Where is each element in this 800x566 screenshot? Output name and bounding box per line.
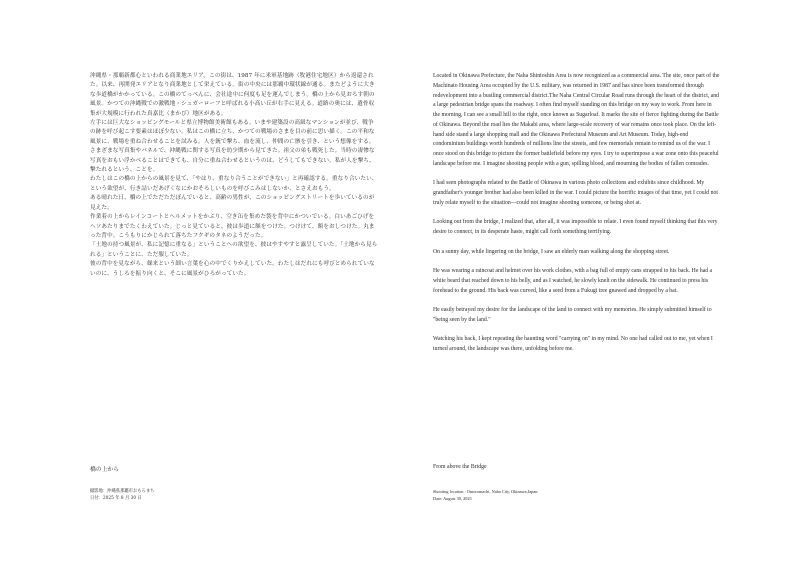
english-paragraph: Watching his back, I kept repeating the haunting word "carrying on" in my mind. No one had called out to me, yet when I turned around, the landscape was there, unfolding before me. (433, 336, 713, 352)
japanese-paragraph: わたしはこの橋の上からの風景を見て、「やはり、重なり合うことができない」と再確認する。重なり合いたい、という欲望が、行き詰いだあげくなにかおそろしいものを呼びこみはしないか、とさえおもう。 (90, 176, 378, 192)
english-paragraph: I had seen photographs related to the Battle of Okinawa in various photo collections and exhibits since childhood. My grandfather's younger brother had also been killed in the war. I could picture the horrific images of that time, yet I could not truly relate myself to the situation—could not imagine shooting someone, or being shot at. (433, 180, 718, 206)
english-location: Shooting location : Omoromachi, Naha City, Okinawa,Japan. (433, 489, 539, 494)
japanese-date: 日付：2025 年 8 月 30 日 (90, 496, 142, 502)
japanese-paragraph: 沖縄県・那覇新都心といわれる商業地エリア。この街は、1987 年に米軍基地跡（牧港住宅地区）から返還された。以来、再開発エリアとなり商業地として栄えている。街の中央には那覇中環状線が通る。またどように大きな歩道橋がかかっている。この橋のてっぺんに、会社途中に何度も足を運んでしまう。橋の上から見おろす朝の風景。かつての沖縄戦での激戦地・シュガーローフと呼ばれる小高い丘が右手に見える。道路の奥には、遺骨収集が大規模に行われた真嘉比（まかび）地区がある。 (90, 73, 375, 117)
english-caption (433, 488, 538, 503)
japanese-paragraph: 彼の背中を見ながら、繰来という細い言葉を心の中でくりかえしていた。わたしはだれにも呼びとめられていないのに、うしろを振り向くと、そこに風景がひろがっていた。 (90, 261, 375, 277)
japanese-location: 撮影地：沖縄県那覇市おもろまち (90, 489, 155, 494)
japanese-paragraph: さまざまな写真集やパネルで、沖縄戦に関する写真を幼少期から見てきた。祖父の弟も戦死した。当時の凄惨な写真をおもい浮かべることはできても、自分に重ね合わせるというのは、どうしてもできない。私が人を撃ち、撃たれるという、ことを。 (90, 148, 375, 174)
japanese-caption (90, 488, 154, 503)
japanese-text-column (90, 72, 378, 279)
english-date: Date: August 30, 2025 (433, 496, 472, 502)
japanese-title: 橋の上から (90, 467, 119, 473)
japanese-paragraph: 作業着の上からレインコートとヘルメットをかぶり、空き缶を集めた袋を背中にかついでいる。白いあごひげをヘソあたりまでたくわえていた。じっと見ていると、彼は歩道に額をつけた。つけけて、額をおしつけた。丸まった背中。こうもりにかじられて落ちたフクギのタネのようだった。 (90, 214, 375, 239)
english-text-column (433, 72, 720, 365)
english-paragraph: On a sunny day, while lingering on the bridge, I saw an elderly man walking along the shopping street. (433, 248, 670, 255)
english-paragraph: He easily betrayed my desire for the landscape of the land to connect with my memories. He simply submitted himself to "being seen by the land." (433, 307, 712, 323)
japanese-paragraph: ある晴れた日、橋の上でただただぼんでいると、高齢の男性が、このショッピングストリートを歩いているのが見えた。 (90, 195, 375, 211)
english-paragraph: Looking out from the bridge, I realized that, after all, it was impossible to relate. I even found myself thinking that this very desire to connect, in its desperate haste, might call forth something terrifying. (433, 219, 718, 235)
english-paragraph: Located in Okinawa Prefecture, the Naha Shintoshin Area is now recognized as a commercial area. The site, once part of the Machinato Housing Area occupied by the U.S. military, was returned in 1987 and has since been transformed through redevelopment into a bustling commercial district.The Naha Central Circular Road runs through the heart of the district, and a large pedestrian bridge spans the roadway. I often find myself standing on this bridge on my way to work. From here in the morning, I can see a small hill to the right, once known as Sugarloaf. It marks the site of fierce fighting during the Battle of Okinawa. Beyond the road lies the Makabi area, where large-scale recovery of war remains once took place. On the left-hand side stand a large shopping mall and the Okinawa Prefectural Museum and Art Museum. Today, high-end condominium buildings worth hundreds of millions line the streets, and few memorials remain to remind us of the war. I once stood on this bridge to picture the former battlefield before my eyes. I try to superimpose a war zone onto this peaceful landscape before me. I imagine shooting people with a gun, spilling blood, and mourning the bodies of fallen comrades. (433, 73, 720, 167)
japanese-paragraph: 「土地の持つ風景が、私に記憶に重なる」ということへの欲望を、彼はやすやすと露呈していた。「土地から見られる」ということに、ただ服していた。 (90, 242, 378, 258)
japanese-paragraph: 左手には巨大なショッピングモールと県立博物館美術館もある。いまや建築設の高級なマンションが並び、戦争の跡を呼び起こす要素はほぼ少ない。私はこの橋に立ち、かつての戦場のさまを目の前に思い描く。この平和な風景に、戦場を重ね合わせることを試みる。人を銃で撃ち、血を流し、仲間の亡骸を引き、という想像をする。 (90, 120, 375, 145)
english-paragraph: He was wearing a raincoat and helmet over his work clothes, with a bag full of empty cans strapped to his back. He had a white beard that reached down to his belly, and as I watched, he slowly knelt on the sidewalk. He continued to press his forehead to the ground. His back was curved, like a seed from a Fukugi tree gnawed and dropped by a bat. (433, 268, 713, 294)
english-title: From above the Bridge (433, 464, 487, 470)
